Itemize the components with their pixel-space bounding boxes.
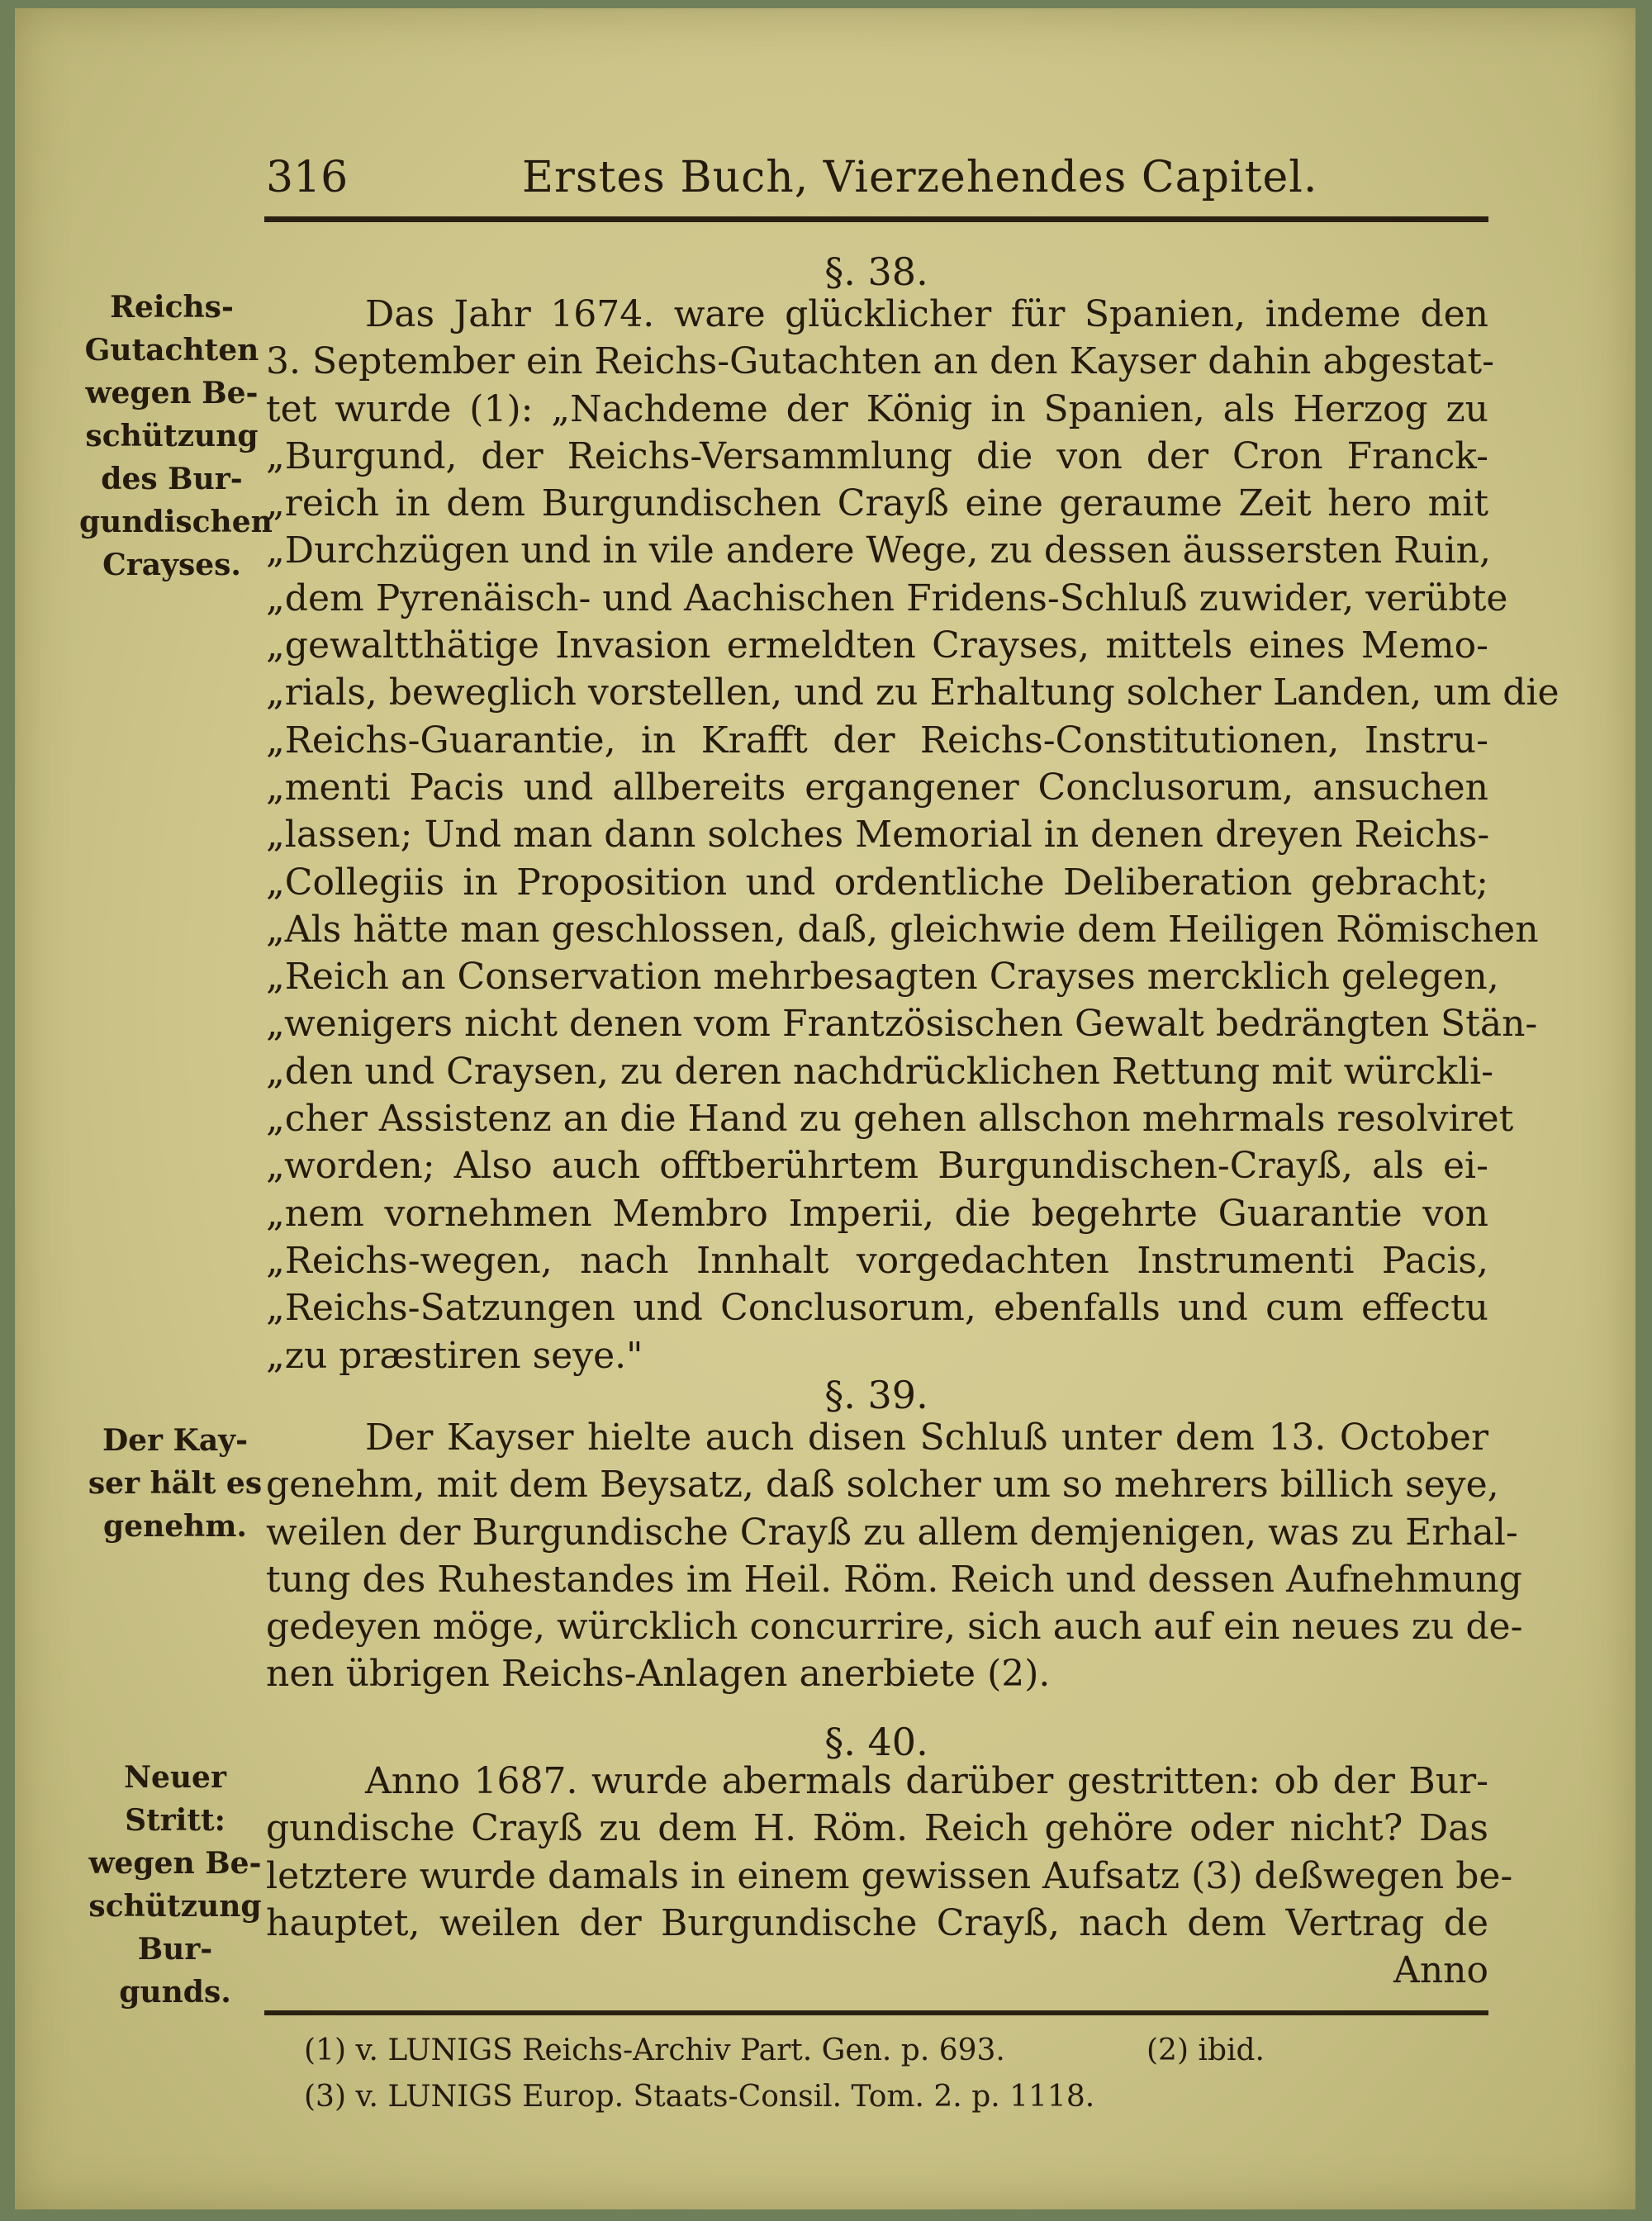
margin-note-line: schützung	[88, 1889, 262, 1924]
text-line: Der Kayser hielte auch disen Schluß unter dem 13. October	[365, 1417, 1488, 1459]
text-line: „Als hätte man geschlossen, daß, gleichwie dem Heiligen Römischen	[266, 908, 1539, 951]
text-line: „rials, beweglich vorstellen, und zu Erhaltung solcher Landen, um die	[266, 672, 1559, 714]
running-header	[266, 149, 1488, 206]
text-line: „lassen; Und man dann solches Memorial in denen dreyen Reichs-	[266, 814, 1490, 857]
margin-note-line: wegen Be-	[85, 376, 259, 411]
text-line: „cher Assistenz an die Hand zu gehen allschon mehrmals resolviret	[266, 1098, 1514, 1141]
margin-note-line: Bur-	[137, 1932, 213, 1967]
footnotes	[304, 2028, 1378, 2120]
margin-note-line: genehm.	[103, 1509, 247, 1544]
text-line: „nem vornehmen Membro Imperii, die begehrte Guarantie von	[266, 1192, 1488, 1235]
text-line: „gewaltthätige Invasion ermeldten Crayses, mittels eines Memo-	[266, 624, 1488, 667]
margin-note-line: Neuer	[124, 1760, 226, 1795]
text-line: „Reichs-Satzungen und Conclusorum, ebenfalls und cum effectu	[266, 1287, 1488, 1330]
chapter-title: Erstes Buch, Vierzehendes Capitel.	[522, 153, 1318, 202]
text-line: „wenigers nicht denen vom Frantzösischen Gewalt bedrängten Stän-	[266, 1003, 1538, 1046]
margin-note-39	[83, 1419, 268, 1548]
paragraph-40	[266, 1758, 1513, 1994]
footnote-3: (3) v. LUNIGS Europ. Staats-Consil. Tom. 2. p. 1118.	[304, 2080, 1095, 2114]
text-line: „Burgund, der Reichs-Versammlung die von der Cron Franck-	[266, 434, 1488, 477]
footnote-rule	[264, 2010, 1488, 2015]
margin-note-line: wegen Be-	[88, 1846, 262, 1881]
text-line: „reich in dem Burgundischen Crayß eine geraume Zeit hero mit	[266, 482, 1488, 525]
text-line: genehm, mit dem Beysatz, daß solcher um so mehrers billich seye,	[266, 1464, 1499, 1507]
text-line: nen übrigen Reichs-Anlagen anerbiete (2).	[266, 1653, 1051, 1696]
paragraph-38	[266, 291, 1559, 1379]
margin-note-line: gunds.	[119, 1975, 231, 2010]
text-line: Anno 1687. wurde abermals darüber gestritten: ob der Bur-	[365, 1760, 1488, 1802]
footnote-2: (2) ibid.	[1146, 2034, 1265, 2067]
text-line: „den und Craysen, zu deren nachdrücklichen Rettung mit würckli-	[266, 1050, 1494, 1093]
header-rule	[264, 216, 1488, 222]
text-line: „Reichs-Guarantie, in Krafft der Reichs-Constitutionen, Instru-	[266, 719, 1488, 762]
text-line: tung des Ruhestandes im Heil. Röm. Reich und dessen Aufnehmung	[266, 1558, 1522, 1601]
margin-note-40	[83, 1756, 268, 2014]
margin-note-line: des Bur-	[101, 462, 243, 496]
paragraph-39	[266, 1414, 1523, 1698]
margin-note-line: gundischen	[79, 505, 273, 539]
text-line: „Collegiis in Proposition und ordentliche Deliberation gebracht;	[266, 861, 1488, 904]
text-line: tet wurde (1): „Nachdeme der König in Spanien, als Herzog zu	[266, 387, 1488, 430]
text-line: hauptet, weilen der Burgundische Crayß, nach dem Vertrag de	[266, 1901, 1488, 1944]
text-line: „Durchzügen und in vile andere Wege, zu dessen äussersten Ruin,	[266, 529, 1491, 572]
footnote-1: (1) v. LUNIGS Reichs-Archiv Part. Gen. p. 693.	[304, 2034, 1005, 2067]
section-number-38: §. 38.	[824, 249, 928, 294]
text-line: letztere wurde damals in einem gewissen Aufsatz (3) deßwegen be-	[266, 1854, 1513, 1897]
margin-note-line: ser hält es	[88, 1466, 263, 1501]
section-number-39: §. 39.	[824, 1373, 928, 1417]
catchword: Anno	[1393, 1949, 1488, 1992]
text-line: „zu præstiren seye."	[266, 1334, 643, 1377]
text-line: Das Jahr 1674. ware glücklicher für Spanien, indeme den	[365, 293, 1488, 335]
page-number: 316	[266, 153, 349, 202]
margin-note-line: Stritt:	[125, 1803, 225, 1838]
margin-note-38	[79, 286, 273, 586]
text-line: 3. September ein Reichs-Gutachten an den Kayser dahin abgestat-	[266, 340, 1494, 383]
margin-note-line: schützung	[85, 419, 259, 453]
text-line: gedeyen möge, würcklich concurrire, sich auch auf ein neues zu de-	[266, 1606, 1523, 1649]
text-line: „Reich an Conservation mehrbesagten Crayses mercklich gelegen,	[266, 956, 1499, 999]
text-line: gundische Crayß zu dem H. Röm. Reich gehöre oder nicht? Das	[266, 1807, 1488, 1850]
margin-note-line: Reichs-	[110, 290, 234, 325]
margin-note-line: Der Kay-	[102, 1423, 249, 1458]
margin-note-line: Gutachten	[84, 333, 259, 368]
section-number-40: §. 40.	[824, 1720, 928, 1764]
text-line: „menti Pacis und allbereits ergangener Conclusorum, ansuchen	[266, 766, 1488, 809]
margin-note-line: Crayses.	[102, 548, 241, 582]
text-line: weilen der Burgundische Crayß zu allem demjenigen, was zu Erhal-	[266, 1511, 1518, 1554]
text-line: „dem Pyrenäisch- und Aachischen Fridens-Schluß zuwider, verübte	[266, 577, 1508, 619]
text-line: „worden; Also auch offtberührtem Burgundischen-Crayß, als ei-	[266, 1145, 1488, 1188]
text-line: „Reichs-wegen, nach Innhalt vorgedachten Instrumenti Pacis,	[266, 1239, 1488, 1282]
